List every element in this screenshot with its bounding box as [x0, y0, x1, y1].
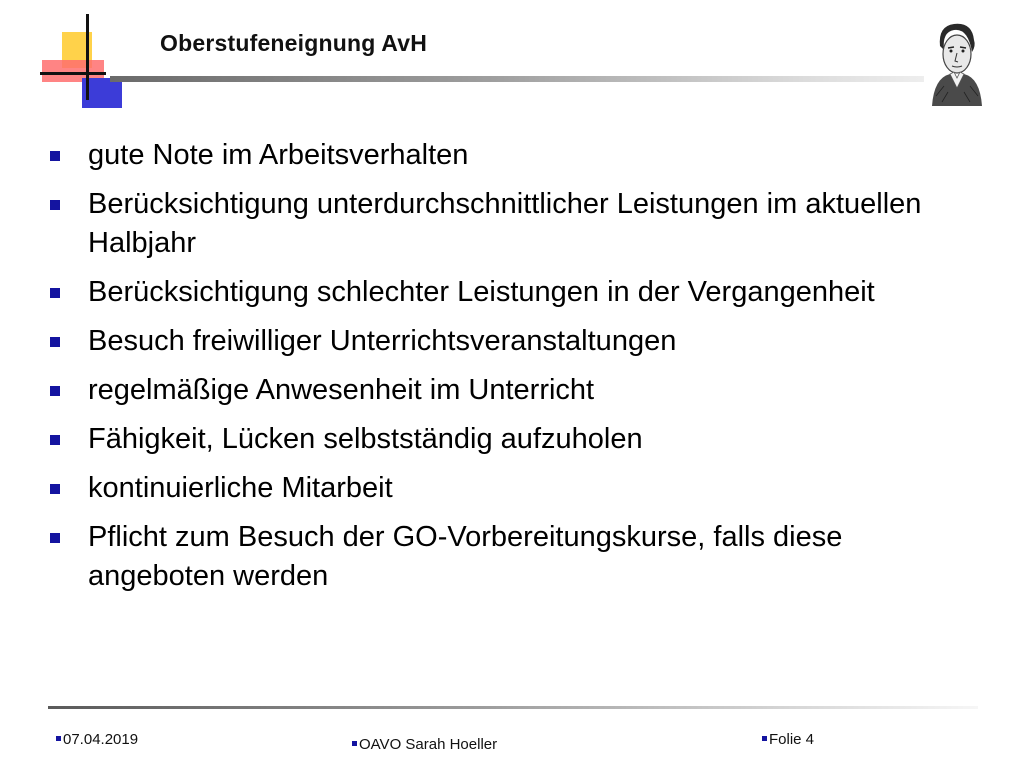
- portrait-illustration: [924, 16, 988, 106]
- footer-slide-number-text: Folie 4: [769, 731, 815, 748]
- bullet-text: gute Note im Arbeitsverhalten: [88, 139, 469, 171]
- footer-author-text: OAVO Sarah Hoeller: [359, 736, 498, 753]
- footer-author: [352, 736, 497, 753]
- bullet-item: [48, 469, 968, 508]
- bullet-text: Fähigkeit, Lücken selbstständig aufzuholen: [88, 423, 643, 455]
- bullet-item: [48, 518, 968, 596]
- footer-bullet-icon: [352, 741, 357, 746]
- bullet-square-icon: [50, 386, 60, 396]
- bullet-text: Pflicht zum Besuch der GO-Vorbereitungskurse, falls diese angeboten werden: [88, 521, 843, 592]
- bullet-text: kontinuierliche Mitarbeit: [88, 472, 393, 504]
- bullet-item: [48, 136, 968, 175]
- bullet-square-icon: [50, 533, 60, 543]
- bullet-text: Besuch freiwilliger Unterrichtsveranstaltungen: [88, 325, 677, 357]
- logo-horizontal-line: [40, 72, 106, 75]
- footer-date-text: 07.04.2019: [63, 731, 139, 748]
- footer-date: [56, 731, 138, 748]
- footer-slide-number: [762, 731, 814, 748]
- footer-divider: [48, 706, 978, 709]
- bullet-square-icon: [50, 484, 60, 494]
- bullet-square-icon: [50, 288, 60, 298]
- bullet-square-icon: [50, 200, 60, 210]
- bullet-text: Berücksichtigung unterdurchschnittlicher Leistungen im aktuellen Halbjahr: [88, 188, 922, 259]
- bullet-text: regelmäßige Anwesenheit im Unterricht: [88, 374, 595, 406]
- slide-logo: [40, 12, 140, 112]
- bullet-item: [48, 420, 968, 459]
- slide-title: Oberstufeneignung AvH: [160, 30, 428, 56]
- bullet-text: Berücksichtigung schlechter Leistungen in der Vergangenheit: [88, 276, 875, 308]
- footer-bullet-icon: [56, 736, 61, 741]
- footer-bullet-icon: [762, 736, 767, 741]
- bullet-square-icon: [50, 337, 60, 347]
- bullet-item: [48, 273, 968, 312]
- bullet-item: [48, 185, 968, 263]
- bullet-item: [48, 371, 968, 410]
- bullet-square-icon: [50, 151, 60, 161]
- title-divider: [110, 76, 980, 82]
- logo-vertical-line: [86, 14, 89, 100]
- bullet-square-icon: [50, 435, 60, 445]
- bullet-item: [48, 322, 968, 361]
- bullet-list: [48, 136, 968, 606]
